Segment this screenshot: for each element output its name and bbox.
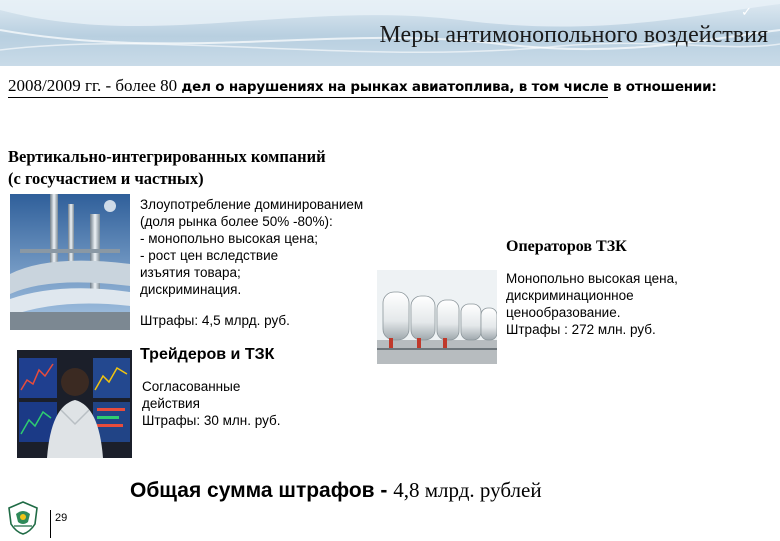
vertical-heading-line1: Вертикально-интегрированных компаний <box>8 147 326 166</box>
slide-title: Меры антимонопольного воздействия <box>379 22 768 48</box>
corner-decoration-icon: ✓ <box>741 4 752 19</box>
total-label: Общая сумма штрафов - <box>130 479 394 502</box>
vertical-companies-fines: Штрафы: 4,5 млрд. руб. <box>140 313 290 328</box>
refinery-photo <box>10 194 130 330</box>
vertical-companies-heading <box>8 146 326 190</box>
operators-heading: Операторов ТЗК <box>506 238 627 255</box>
operators-description: Монопольно высокая цена, дискриминационное ценообразование. Штрафы : 272 млн. руб. <box>506 271 678 337</box>
trader-photo <box>17 350 132 458</box>
fuel-tanks-photo <box>377 270 497 364</box>
total-amount: 4,8 млрд. рублей <box>393 478 542 502</box>
page-number: 29 <box>55 512 68 524</box>
traders-description: Согласованные действия Штрафы: 30 млн. руб. <box>142 379 281 428</box>
header-banner <box>0 0 780 66</box>
page-number-divider <box>50 510 51 538</box>
intro-rest: дел о нарушениях на рынках авиатоплива, в том числе в отношении: <box>181 79 717 95</box>
intro-underline <box>8 97 608 98</box>
total-fines <box>130 478 710 503</box>
vertical-companies-description: Злоупотребление доминированием (доля рынка более 50% -80%): - монопольно высокая цена; - рост цен вследствие изъятия товара; дискриминация. <box>140 197 364 297</box>
intro-lead: 2008/2009 гг. - более 80 <box>8 76 182 95</box>
intro-line <box>8 76 773 97</box>
fas-emblem-icon <box>6 500 40 536</box>
vertical-heading-line2: (с госучастием и частных) <box>8 169 204 188</box>
traders-heading: Трейдеров и ТЗК <box>140 346 275 363</box>
